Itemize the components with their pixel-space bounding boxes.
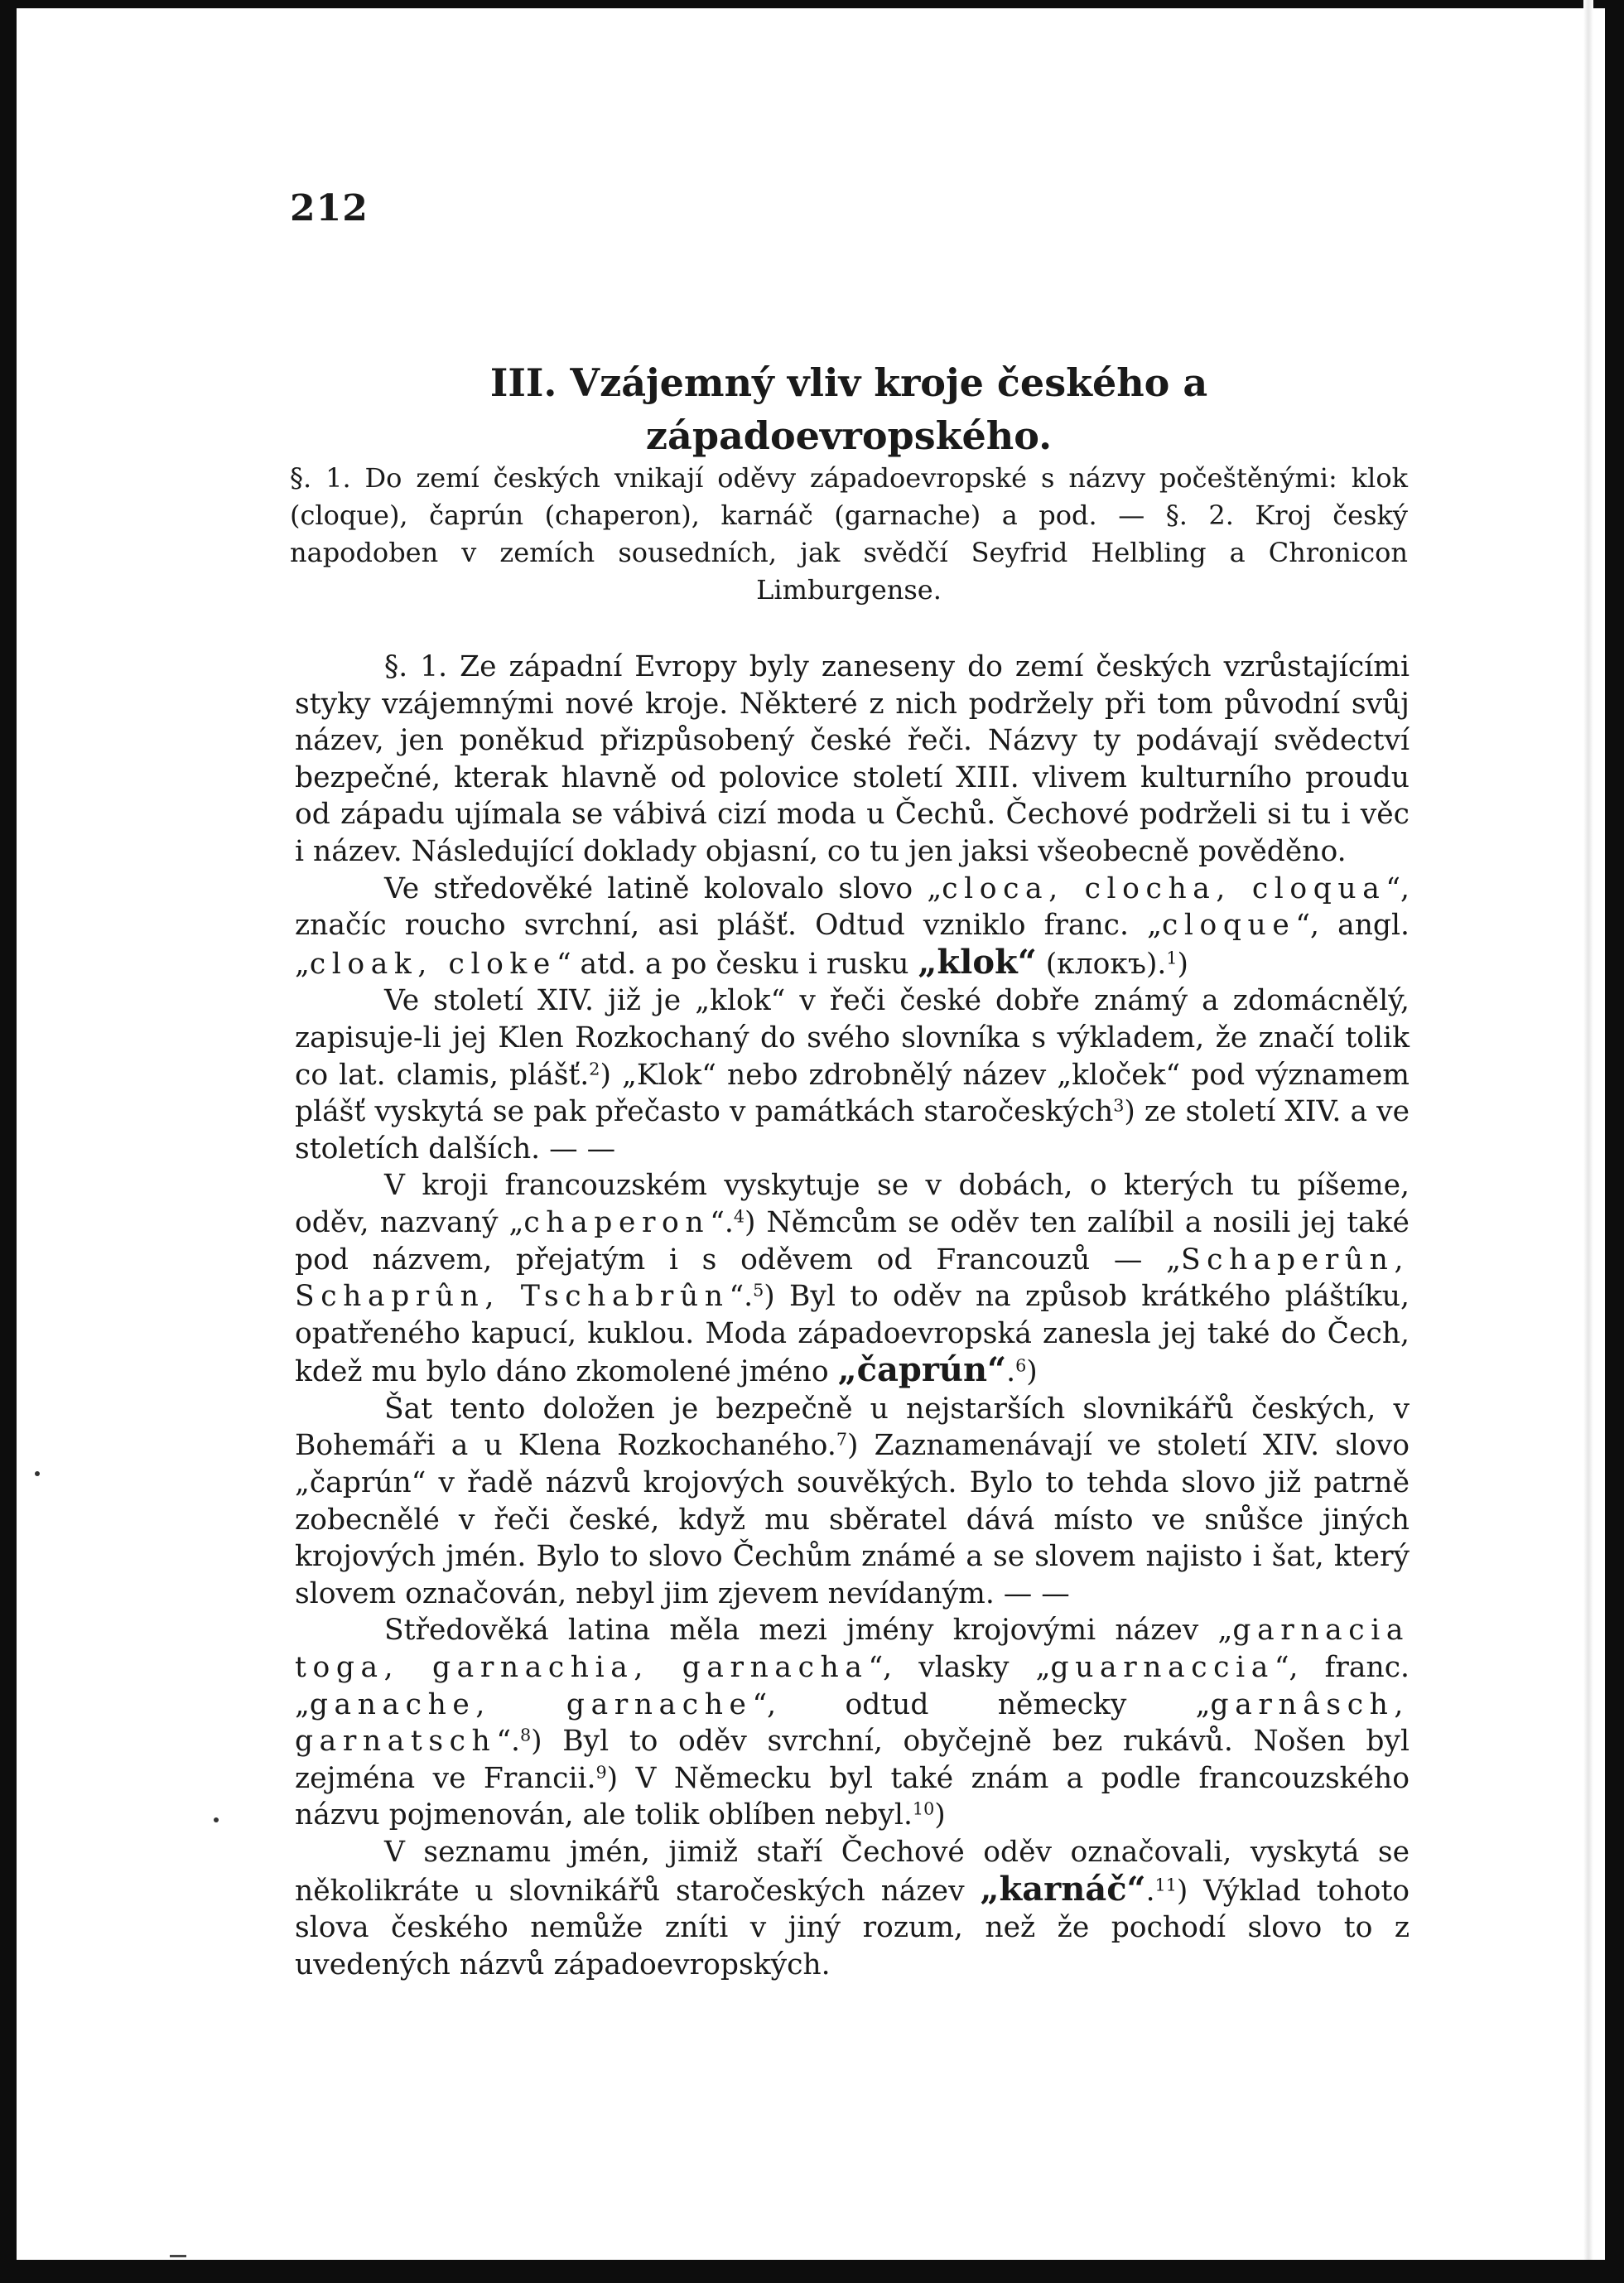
footnote-ref: 4 — [733, 1206, 745, 1227]
text-run: ) Němcům se oděv ten zalíbil a nosili jej také pod názvem, přejatým i s oděvem od Francouzů — „ — [295, 1205, 1410, 1277]
text-run: Ve století XIV. již je „klok“ v řeči české dobře známý a zdomácnělý, zapisuje-li jej Klen Rozkochaný do svého slovníka s výkladem, že značí tolik co lat. clamis, plášť. — [295, 984, 1410, 1092]
bold-term: „klok“ — [918, 942, 1037, 982]
paragraph-3 — [295, 982, 1410, 1167]
text-run: (клокъ). — [1036, 947, 1167, 981]
text-run: ) Byl to oděv svrchní, obyčejně bez rukávů. Nošen byl zejména ve Francii. — [295, 1725, 1410, 1795]
text-run: ) Zaznamenávají ve století XIV. slovo „čaprún“ v řadě názvů krojových souvěkých. Bylo to tehda slovo již patrně zobecnělé v řeči české, když mu sběratel dává místo ve snůšce jiných krojových jmén. Bylo to slovo Čechům známé a se slovem najisto i šat, který slovem označován, nebyl jim zjevem nevídaným. — — — [295, 1429, 1410, 1610]
spaced-term: chaperon — [523, 1205, 711, 1239]
footnote-ref: 6 — [1015, 1355, 1027, 1376]
scan-speck — [170, 2255, 186, 2257]
spaced-term: ganache, garnache — [309, 1687, 753, 1721]
paragraph-4 — [295, 1167, 1410, 1391]
spaced-term: Schaperûn, Schaprûn, Tschabrûn — [295, 1243, 1410, 1314]
text-run: “, vlasky „ — [868, 1651, 1051, 1685]
text-run: ) — [1026, 1355, 1038, 1389]
spaced-term: cloca, clocha, cloqua — [942, 871, 1386, 905]
footnote-ref: 11 — [1154, 1875, 1177, 1895]
footnote-ref: 10 — [912, 1799, 935, 1820]
text-run: ) „Klok“ nebo zdrobnělý název „kloček“ pod významem plášť vyskytá se pak přečasto v památkách staročeských — [295, 1058, 1410, 1129]
scan-border-left — [0, 0, 17, 2283]
text-run: ) Výklad tohoto slova českého nemůže zníti v jiný rozum, než že pochodí slovo to z uvedených názvů západoevropských. — [295, 1874, 1410, 1981]
chapter-title: III. Vzájemný vliv kroje českého a západoevropského. — [489, 360, 1208, 458]
spaced-term: guarnaccia — [1050, 1651, 1275, 1685]
footnote-ref: 1 — [1166, 948, 1178, 968]
footnote-ref: 5 — [753, 1280, 764, 1301]
text-run: “, značíc roucho svrchní, asi plášť. Odtud vzniklo franc. „ — [295, 871, 1410, 943]
page-number: 212 — [290, 187, 369, 229]
spaced-term: cloque — [1161, 909, 1296, 943]
text-run: “, angl. „ — [295, 909, 1410, 981]
text-run: ) V Německu byl také znám a podle francouzského názvu pojmenován, ale tolik oblíben nebyl. — [295, 1761, 1410, 1832]
bold-term: „karnáč“ — [980, 1869, 1146, 1909]
paragraph-2 — [295, 871, 1410, 983]
page-fold-shadow — [1583, 0, 1593, 2260]
text-run: Ve středověké latině kolovalo slovo „ — [384, 871, 942, 905]
text-run: “ atd. a po česku i rusku — [556, 947, 918, 981]
text-run: V seznamu jmén, jimiž staří Čechové oděv označovali, vyskytá se několikráte u slovnikářů staročeských název — [295, 1836, 1410, 1908]
text-run: “. — [729, 1280, 754, 1314]
scan-speck — [214, 1817, 219, 1822]
paragraph-6 — [295, 1612, 1410, 1834]
text-run: “. — [496, 1725, 520, 1759]
paragraph-7 — [295, 1834, 1410, 1983]
scan-border-right — [1605, 0, 1624, 2283]
paragraph-5 — [295, 1391, 1410, 1613]
footnote-ref: 3 — [1113, 1095, 1125, 1116]
spaced-term: cloak, cloke — [309, 947, 557, 981]
footnote-ref: 7 — [836, 1430, 847, 1450]
chapter-summary: §. 1. Do zemí českých vnikají oděvy západoevropské s názvy počeštěnými: klok (cloque), čaprún (chaperon), karnáč (garnache) a pod. — §. 2. Kroj český napodoben v zemích sousedních, jak svědčí Seyfrid Helbling a Chronicon Limburgense. — [290, 462, 1408, 606]
text-run: Středověká latina měla mezi jmény krojovými název „ — [384, 1614, 1233, 1648]
text-run: “, franc. „ — [295, 1651, 1410, 1721]
text-run: “, odtud německy „ — [752, 1687, 1211, 1721]
footnote-ref: 9 — [595, 1762, 607, 1783]
text-run: Šat tento doložen je bezpečně u nejstarších slovnikářů českých, v Bohemáři a u Klena Rozkochaného. — [295, 1392, 1410, 1463]
bold-term: „čaprún“ — [837, 1350, 1007, 1390]
spaced-term: garnâsch, garnatsch — [295, 1687, 1410, 1759]
text-run: “. — [710, 1205, 734, 1239]
scan-speck — [35, 1471, 40, 1476]
text-run: . — [1145, 1874, 1155, 1908]
footnote-ref: 2 — [589, 1059, 600, 1079]
footnote-ref: 8 — [519, 1725, 532, 1745]
text-run: ) — [1177, 947, 1189, 981]
scan-border-top — [0, 0, 1624, 8]
text-run: ) Byl to oděv na způsob krátkého pláštíku, opatřeného kapucí, kuklou. Moda západoevropská zanesla jej také do Čech, kdež mu bylo dáno zkomolené jméno — [295, 1280, 1410, 1389]
spaced-term: garnacia toga, garnachia, garnacha — [295, 1614, 1410, 1685]
text-run: V kroji francouzském vyskytuje se v dobách, o kterých tu píšeme, oděv, nazvaný „ — [295, 1169, 1410, 1239]
scan-border-bottom — [0, 2260, 1624, 2283]
body-text — [295, 649, 1410, 1983]
text-run: ) ze století XIV. a ve stoletích dalších. — — — [295, 1095, 1410, 1166]
paragraph-1: §. 1. Ze západní Evropy byly zaneseny do zemí českých vzrůstajícími styky vzájemnými nové kroje. Některé z nich podržely při tom původní svůj název, jen poněkud přizpůsobený české řeči. Názvy ty podávají svědectví bezpečné, kterak hlavně od polovice století XIII. vlivem kulturního proudu od západu ujímala se vábivá cizí moda u Čechů. Čechové podrželi si tu i věc i název. Následující doklady objasní, co tu jen jaksi všeobecně pověděno. — [295, 650, 1410, 868]
text-run: . — [1006, 1355, 1016, 1389]
text-run: ) — [934, 1798, 946, 1832]
